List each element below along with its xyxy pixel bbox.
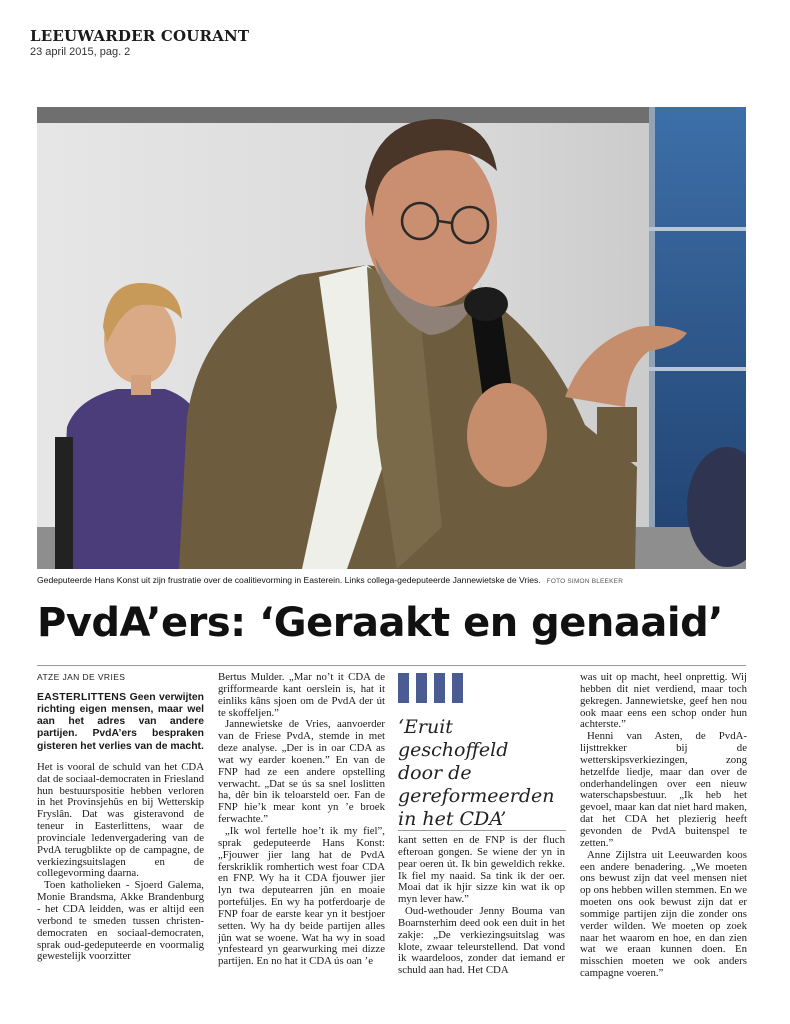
dateline-place: EASTERLITTENS [37,691,127,703]
paragraph: Oud-wethouder Jenny Bouma van Boarnsterhim deed ook een duit in het zakje: „De verkiezingsuitslag was klote, zwaar teleurstellend. Dat vond ik waardeloos, zonder dat iemand er schuld aan had. Het CDA [398,905,565,977]
headline-divider [37,665,746,666]
caption-text: Gedeputeerde Hans Konst uit zijn frustratie over de coalitievorming in Easterein. Links collega-gedeputeerde Jannewietske de Vries. [37,575,541,585]
paragraph: Toen katholieken - Sjoerd Galema, Monie Brandsma, Akke Brandenburg - het CDA leidden, was er altijd een verbond te smeden tussen christen-democraten en sociaal-democraten, sprak oud-gedeputeerde en voormalig gewestelijk voorzitter [37,879,204,963]
pull-quote-divider [398,830,566,831]
photo-credit: FOTO SIMON BLEEKER [546,578,624,585]
paragraph: Anne Zijlstra uit Leeuwarden koos een andere benadering. „We moeten ons bewust zijn dat veel mensen niet op ons hebben willen stemmen. En we moeten ons ook bewust zijn dat er sommige partijen zijn die zonder ons verder wilden. We moeten op zoek naar het waarom en hoe, en dan zien wat we eraan kunnen doen. En misschien moeten we ook anders campagne voeren.” [580,848,747,980]
pull-quote-text: ‘Eruit geschoffeld door de gereformeerden in het CDA’ [398,716,555,830]
article-column-2 [218,672,385,968]
pull-quote [398,673,558,831]
paragraph: was uit op macht, heel onprettig. Wij hebben dit niet verdiend, maar toch gekregen. Jannewietske, geef hen nou ook maar eens een schop onder hun achterste.” [580,671,747,731]
paragraph: Het is vooral de schuld van het CDA dat de sociaal-democraten in Friesland hun bestuurspositie hebben verloren in het Provinsjehûs en bij Wetterskip Fryslân. Dat was gisteravond de teneur in Easterlittens, waar de provinciale ledenvergadering van de PvdA terugblikte op de campagne, de verkiezingsuitslagen en de collegevorming daarna. [37,760,204,880]
photo-caption [37,575,746,585]
article-column-1 [37,672,204,963]
article-column-3 [398,835,565,977]
article-column-4 [580,672,747,980]
byline: ATZE JAN DE VRIES [37,672,126,682]
paragraph: Henni van Asten, de PvdA-lijsttrekker bij de wetterskipsverkiezingen, zong hetzelfde liedje, maar dan over de onderhandelingen over een nieuw waterschapsbestuur. „Ik heb het gevoel, maar kan dat niet hard maken, dat het CDA het plezierig heeft gevonden de PvdA buitenspel te zetten.” [580,730,747,849]
paragraph: Jannewietske de Vries, aanvoerder van de Friese PvdA, stemde in met deze analyse. „Der is in oar CDA as wat wy earder koenen.” En van de FNP had ze een andere opstelling verwacht. „Dat se ús sa snel loslitten ha, dêr bin ik teloarsteld oer. Fan de FNP hie’k mear kont yn ’e broek ferwachte.” [218,718,385,826]
article-headline: PvdA’ers: ‘Geraakt en genaaid’ [37,600,723,646]
paragraph: kant setten en de FNP is der fluch efteroan gongen. Se wiene der yn in pear oeren út. Ik bin geweldich rekke. Ik fiel my naaid. Sa tink ik der oer. Moai dat ik hjir sizze kin wat ik op myn lever haw.” [398,834,565,906]
article-photo [37,107,746,569]
publication-date: 23 april 2015, pag. 2 [30,46,131,58]
article-lead [37,692,204,753]
paragraph: Bertus Mulder. „Mar no’t it CDA de grifformearde kant oerslein is, hat it einliks kâns sjoen om de PvdA der út te skoffeljen.” [218,671,385,719]
newspaper-masthead: LEEUWARDER COURANT [30,27,250,45]
lead-text: Geen verwijten richting eigen mensen, maar wel aan het adres van andere partijen. PvdA’ers bespraken gisteren het verlies van de macht. [37,691,204,752]
paragraph: „Ik wol fertelle hoe’t ik my fiel”, sprak gedeputeerde Hans Konst: „Fjouwer jier lang hat de PvdA ferskriklik romhertich west foar CDA en FNP. Wy ha it CDA fjouwer jier lyn twa deputearren jûn en moaie portefúljes. En wy ha potferdoarje de FNP foar de earste kear yn it bestjoer setten. Wy ha dy beide partijen alles jûn wat se woene. Wat ha wy in soad ynfesteard yn gearwurking mei dizze partijen. En no hat it CDA ús oan ’e [218,824,385,968]
quote-bars-ornament [398,673,558,703]
